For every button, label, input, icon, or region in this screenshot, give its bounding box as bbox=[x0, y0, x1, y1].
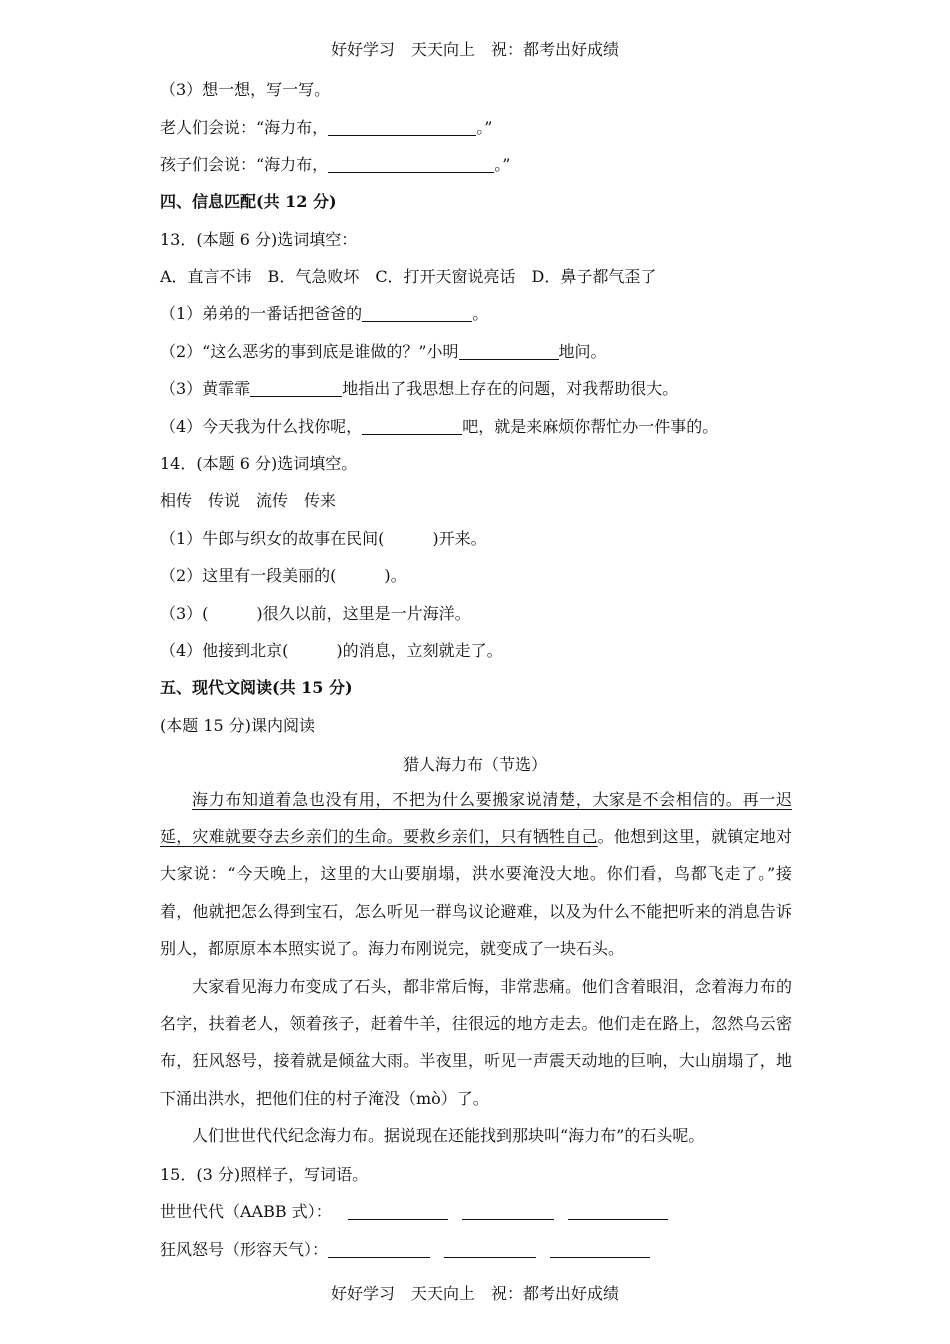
q15-row-2 bbox=[160, 1239, 650, 1261]
q13-item-2 bbox=[160, 341, 607, 363]
passage-paragraph-2: 大家看见海力布变成了石头，都非常后悔，非常悲痛。他们含着眼泪，念着海力布的名字，扶着老人，领着孩子，赶着牛羊，往很远的地方走去。他们走在路上，忽然乌云密布，狂风怒号，接着就是倾盆大雨。半夜里，听见一声震天动地的巨响，大山崩塌了，地下涌出洪水，把他们住的村子淹没（mò）了。 bbox=[160, 977, 792, 1108]
answer-blank[interactable] bbox=[348, 1203, 448, 1220]
passage-paragraph-3: 人们世世代代纪念海力布。据说现在还能找到那块叫“海力布”的石头呢。 bbox=[192, 1126, 705, 1145]
answer-blank[interactable] bbox=[550, 1241, 650, 1258]
q15-row-1 bbox=[160, 1201, 668, 1223]
answer-blank[interactable] bbox=[362, 418, 462, 435]
q13-item-4 bbox=[160, 416, 718, 438]
q14-word-bank: 相传 传说 流传 传来 bbox=[160, 491, 337, 510]
passage-title: 猎人海力布（节选） bbox=[402, 755, 547, 774]
page-header: 好好学习 天天向上 祝：都考出好成绩 bbox=[330, 40, 619, 59]
children-prefix: 孩子们会说：“海力布， bbox=[160, 155, 329, 174]
q13-item-post: 吧，就是来麻烦你帮忙办一件事的。 bbox=[462, 417, 719, 436]
q14-stem: 14．(本题 6 分)选词填空。 bbox=[160, 454, 358, 473]
reading-intro: (本题 15 分)课内阅读 bbox=[160, 716, 316, 735]
q13-item-pre: （2）“这么恶劣的事到底是谁做的？”小明 bbox=[160, 342, 459, 361]
answer-blank[interactable] bbox=[328, 1241, 430, 1258]
children-suffix: 。” bbox=[494, 155, 511, 174]
q13-item-post: 。 bbox=[472, 304, 489, 323]
q13-stem: 13．(本题 6 分)选词填空： bbox=[160, 230, 358, 249]
q12-3-prompt: （3）想一想，写一写。 bbox=[160, 80, 331, 99]
answer-blank[interactable] bbox=[568, 1203, 668, 1220]
q12-3-line-children bbox=[160, 154, 510, 176]
answer-blank[interactable] bbox=[444, 1241, 536, 1258]
section-4-title: 四、信息匹配(共 12 分) bbox=[160, 192, 337, 211]
q13-item-post: 地指出了我思想上存在的问题，对我帮助很大。 bbox=[342, 379, 679, 398]
q13-item-pre: （3）黄霏霏 bbox=[160, 379, 251, 398]
q14-item-1: （1）牛郎与织女的故事在民间( )开来。 bbox=[160, 529, 487, 548]
q15-row-label: 世世代代（AABB 式）： bbox=[160, 1202, 332, 1221]
answer-blank[interactable] bbox=[362, 305, 472, 322]
answer-blank[interactable] bbox=[328, 119, 476, 136]
q14-item-2: （2）这里有一段美丽的( )。 bbox=[160, 566, 407, 585]
answer-blank[interactable] bbox=[459, 343, 559, 360]
q13-options: A．直言不讳 B．气急败坏 C．打开天窗说亮话 D．鼻子都气歪了 bbox=[160, 267, 657, 286]
q15-stem: 15．(3 分)照样子，写词语。 bbox=[160, 1165, 369, 1184]
q13-item-3 bbox=[160, 378, 678, 400]
answer-blank[interactable] bbox=[462, 1203, 554, 1220]
underlined-sentence: 海力布知道着急也没有用，不把为什么要搬家说清楚，大家是不会相信的。再一迟延，灾难就要夺去乡亲们的生命。要救乡亲们，只有牺牲自己 bbox=[160, 790, 792, 847]
q13-item-pre: （1）弟弟的一番话把爸爸的 bbox=[160, 304, 363, 323]
q14-item-3: （3）( )很久以前，这里是一片海洋。 bbox=[160, 604, 471, 623]
answer-blank[interactable] bbox=[328, 156, 494, 173]
q13-item-pre: （4）今天我为什么找你呢， bbox=[160, 417, 363, 436]
q14-item-4: （4）他接到北京( )的消息，立刻就走了。 bbox=[160, 641, 503, 660]
passage-paragraph-1 bbox=[160, 781, 792, 967]
q13-item-1 bbox=[160, 303, 488, 325]
q12-3-line-elders bbox=[160, 117, 492, 139]
paragraph-text: 。他想到这里，就镇定地对大家说：“今天晚上，这里的大山要崩塌，洪水要淹没大地。你们看，鸟都飞走了。”接着，他就把怎么得到宝石，怎么听见一群鸟议论避难，以及为什么不能把听来的消息告诉别人，都原原本本照实说了。海力布刚说完，就变成了一块石头。 bbox=[160, 827, 792, 958]
elders-suffix: 。” bbox=[476, 118, 493, 137]
q15-row-label: 狂风怒号（形容天气）： bbox=[160, 1240, 329, 1259]
q13-item-post: 地问。 bbox=[558, 342, 607, 361]
answer-blank[interactable] bbox=[250, 380, 342, 397]
section-5-title: 五、现代文阅读(共 15 分) bbox=[160, 678, 353, 697]
page-footer: 好好学习 天天向上 祝：都考出好成绩 bbox=[330, 1284, 619, 1303]
elders-prefix: 老人们会说：“海力布， bbox=[160, 118, 329, 137]
